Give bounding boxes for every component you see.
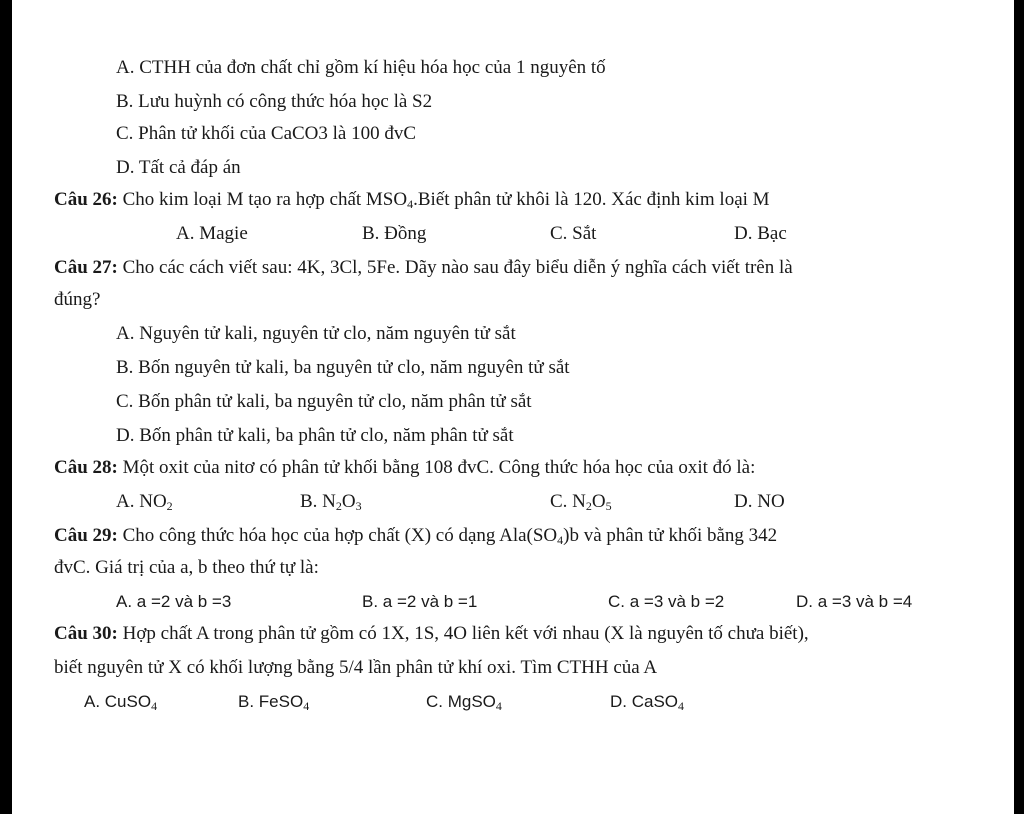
q27-option-d: D. Bốn phân tử kali, ba phân tử clo, năm phân tử sắt xyxy=(116,425,514,446)
document-page xyxy=(12,0,1014,814)
q28-option-a: A. $NO_2$ xyxy=(116,491,173,513)
q30-option-b: B. FeSO$_4$ xyxy=(238,692,310,713)
q25-option-d: D. Tất cả đáp án xyxy=(116,157,241,178)
q25-option-a: A. CTHH của đơn chất chỉ gồm kí hiệu hóa học của 1 nguyên tố xyxy=(116,57,606,78)
q29-label: Câu 29: xyxy=(54,525,118,546)
q25-option-b: B. Lưu huỳnh có công thức hóa học là S2 xyxy=(116,91,433,112)
q28-option-c: C. $N_2O_5$ xyxy=(550,491,612,513)
q28-stem xyxy=(54,456,755,480)
q30-stem-continued: biết nguyên tử X có khối lượng bằng 5/4 lần phân tử khí oxi. Tìm CTHH của A xyxy=(54,657,658,678)
q29-option-b: B. a =2 và b =1 xyxy=(362,592,478,611)
q28-option-b: B. $N_2O_3$ xyxy=(300,491,362,513)
q30-stem xyxy=(54,622,809,646)
q26-label: Câu 26: xyxy=(54,189,118,210)
q29-text: Cho công thức hóa học của hợp chất (X) có dạng Ala(SO xyxy=(122,525,558,546)
q26-option-b: B. Đồng xyxy=(362,223,427,244)
q27-option-c: C. Bốn phân tử kali, ba nguyên tử clo, năm phân tử sắt xyxy=(116,391,532,412)
q29-stem xyxy=(54,524,777,548)
q26-text-2: .Biết phân tử khôi là 120. Xác định kim loại M xyxy=(413,189,770,210)
q26-option-c: C. Sắt xyxy=(550,223,597,244)
q27-label: Câu 27: xyxy=(54,257,118,278)
q27-option-b: B. Bốn nguyên tử kali, ba nguyên tử clo, năm nguyên tử sắt xyxy=(116,357,570,378)
q27-text: Cho các cách viết sau: 4K, 3Cl, 5Fe. Dãy nào sau đây biểu diễn ý nghĩa cách viết trên là xyxy=(122,257,793,278)
q27-stem-continued: đúng? xyxy=(54,289,101,310)
q28-label: Câu 28: xyxy=(54,457,118,478)
q30-label: Câu 30: xyxy=(54,623,118,644)
q28-text: Một oxit của nitơ có phân tử khối bằng 108 đvC. Công thức hóa học của oxit đó là: xyxy=(122,457,756,478)
q29-text-2: )b và phân tử khối bằng 342 xyxy=(563,525,778,546)
q26-stem xyxy=(54,188,770,212)
q25-option-c: C. Phân tử khối của CaCO3 là 100 đvC xyxy=(116,123,417,144)
q30-option-d: D. CaSO$_4$ xyxy=(610,692,685,713)
q30-option-a: A. CuSO$_4$ xyxy=(84,692,158,713)
q26-subscript: 4 xyxy=(407,197,414,211)
q29-option-a: A. a =2 và b =3 xyxy=(116,592,232,611)
q29-stem-continued: đvC. Giá trị của a, b theo thứ tự là: xyxy=(54,557,319,578)
q26-option-a: A. Magie xyxy=(176,223,248,244)
q30-option-c: C. MgSO$_4$ xyxy=(426,692,502,713)
q29-option-d: D. a =3 và b =4 xyxy=(796,592,913,611)
q29-option-c: C. a =3 và b =2 xyxy=(608,592,725,611)
q28-option-d: D. NO xyxy=(734,491,785,512)
q27-option-a: A. Nguyên tử kali, nguyên tử clo, năm nguyên tử sắt xyxy=(116,323,516,344)
q26-text: Cho kim loại M tạo ra hợp chất MSO xyxy=(122,189,408,210)
q26-option-d: D. Bạc xyxy=(734,223,787,244)
q29-subscript: 4 xyxy=(557,533,564,547)
q30-text: Hợp chất A trong phân tử gồm có 1X, 1S, 4O liên kết với nhau (X là nguyên tố chưa biết), xyxy=(122,623,809,644)
q27-stem xyxy=(54,256,793,280)
